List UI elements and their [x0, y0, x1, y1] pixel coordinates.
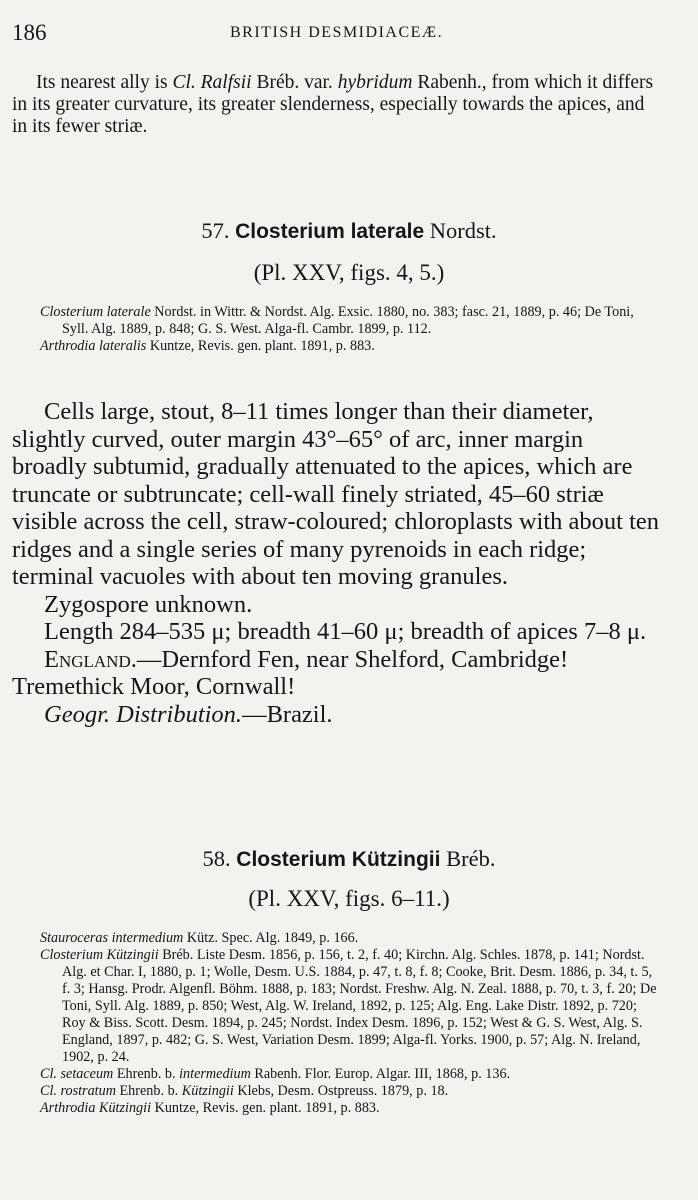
synonym-taxon: Closterium laterale: [40, 304, 151, 320]
page-number: 186: [12, 20, 47, 45]
species-58-plate-ref: (Pl. XXV, figs. 6–11.): [248, 886, 450, 911]
locality-text: —Dernford Fen, near Shelford, Cambridge! Tremethick Moor, Cornwall!: [12, 645, 569, 700]
species-57-name: Closterium laterale: [235, 220, 425, 243]
species-58-author: Bréb.: [440, 846, 496, 871]
locality-label: England.: [44, 645, 137, 673]
synonym-infra-taxon: intermedium: [179, 1066, 251, 1082]
species-57-description-block: [12, 398, 660, 728]
synonym-citation: Bréb. Liste Desm. 1856, p. 156, t. 2, f. 40; Kirchn. Alg. Schles. 1878, p. 141; Nordst. Alg. et Char. I, 1880, p. 1; Wolle, Desm. U.S. 1884, p. 47, t. 8, f. 8; Cooke, Brit. Desm. 1886, p. 34, t. 5, f. 3; Hansg. Prodr. Algenfl. Böhm. 1888, p. 183; Nordst. Freshw. Alg. N. Zeal. 1888, p. 70, t. 3, f. 20; De Toni, Syll. Alg. 1889, p. 850; West, Alg. W. Ireland, 1892, p. 125; Alg. Eng. Lake Distr. 1892, p. 720; Roy & Biss. Scott. Desm. 1894, p. 245; Nordst. Index Desm. 1896, p. 152; West & G. S. West, Alg. S. England, 1897, p. 482; G. S. West, Variation Desm. 1899; Alga-fl. Yorks. 1900, p. 57; Alg. N. Ireland, 1902, p. 24.: [62, 947, 657, 1065]
synonym-entry: [40, 304, 658, 338]
synonym-entry: [40, 947, 658, 1066]
distribution-text: —Brazil.: [242, 700, 333, 728]
intro-text-2: Bréb. var.: [251, 72, 338, 93]
synonym-citation: Rabenh. Flor. Europ. Algar. III, 1868, p. 136.: [250, 1066, 511, 1082]
intro-variety: hybridum: [337, 72, 413, 93]
species-58-synonymy: [40, 930, 658, 1117]
synonym-entry: [40, 338, 658, 355]
intro-text-3: Rabenh., from which it differs in its greater curvature, its greater slenderness, especially towards the apices, and in its fewer striæ.: [12, 72, 654, 137]
distribution-label: Geogr. Distribution.: [44, 700, 243, 728]
synonym-citation-pre: Ehrenb. b.: [113, 1066, 180, 1082]
synonym-infra-taxon: Kützingii: [181, 1083, 234, 1099]
synonym-entry: [40, 1083, 658, 1100]
synonym-citation: Klebs, Desm. Ostpreuss. 1879, p. 18.: [233, 1083, 449, 1099]
intro-text-1: Its nearest ally is: [36, 72, 173, 93]
synonym-entry: [40, 930, 658, 947]
running-head: [12, 20, 658, 48]
synonym-citation-pre: Ehrenb. b.: [115, 1083, 182, 1099]
species-57-synonymy: [40, 304, 658, 355]
species-57-description: Cells large, stout, 8–11 times longer than their diameter, slightly curved, outer margin 43°–65° of arc, inner margin broadly subtumid, gradually attenuated to the apices, which are truncate or subtruncate; cell-wall finely striated, 45–60 striæ visible across the cell, straw-coloured; chloroplasts with about ten ridges and a single series of many pyrenoids in each ridge; terminal vacuoles with about ten moving granules.: [12, 398, 660, 590]
synonym-citation: Kuntze, Revis. gen. plant. 1891, p. 883.: [151, 1100, 380, 1116]
synonym-entry: [40, 1100, 658, 1117]
species-57-author: Nordst.: [424, 218, 497, 243]
running-title: BRITISH DESMIDIACEÆ.: [230, 24, 444, 41]
species-58-name: Closterium Kützingii: [236, 848, 441, 871]
synonym-entry: [40, 1066, 658, 1083]
species-57-plate-ref: (Pl. XXV, figs. 4, 5.): [253, 260, 445, 285]
synonym-citation: Kuntze, Revis. gen. plant. 1891, p. 883.: [146, 338, 375, 354]
synonym-taxon: Closterium Kützingii: [40, 947, 159, 963]
species-58-number: 58.: [202, 846, 231, 871]
synonym-taxon: Cl. rostratum: [40, 1083, 116, 1099]
synonym-taxon: Cl. setaceum: [40, 1066, 114, 1082]
intro-genus: Cl. Ralfsii: [172, 72, 252, 93]
species-57-localities: [12, 646, 660, 701]
synonym-citation: Nordst. in Wittr. & Nordst. Alg. Exsic. 1880, no. 383; fasc. 21, 1889, p. 46; De Toni, Syll. Alg. 1889, p. 848; G. S. West. Alga-fl. Cambr. 1899, p. 112.: [62, 304, 634, 337]
synonym-taxon: Arthrodia Kützingii: [40, 1100, 152, 1116]
species-57-zygospore: Zygospore unknown.: [44, 590, 253, 618]
species-58-heading: [0, 846, 698, 872]
intro-paragraph: [12, 72, 660, 138]
synonym-taxon: Stauroceras intermedium: [40, 930, 184, 946]
synonym-taxon: Arthrodia lateralis: [40, 338, 147, 354]
species-57-measurements: Length 284–535 μ; breadth 41–60 μ; breadth of apices 7–8 μ.: [44, 618, 647, 645]
species-57-heading: [0, 218, 698, 244]
species-57-number: 57.: [201, 218, 230, 243]
synonym-citation: Kütz. Spec. Alg. 1849, p. 166.: [183, 930, 359, 946]
species-57-distribution: [12, 701, 660, 729]
